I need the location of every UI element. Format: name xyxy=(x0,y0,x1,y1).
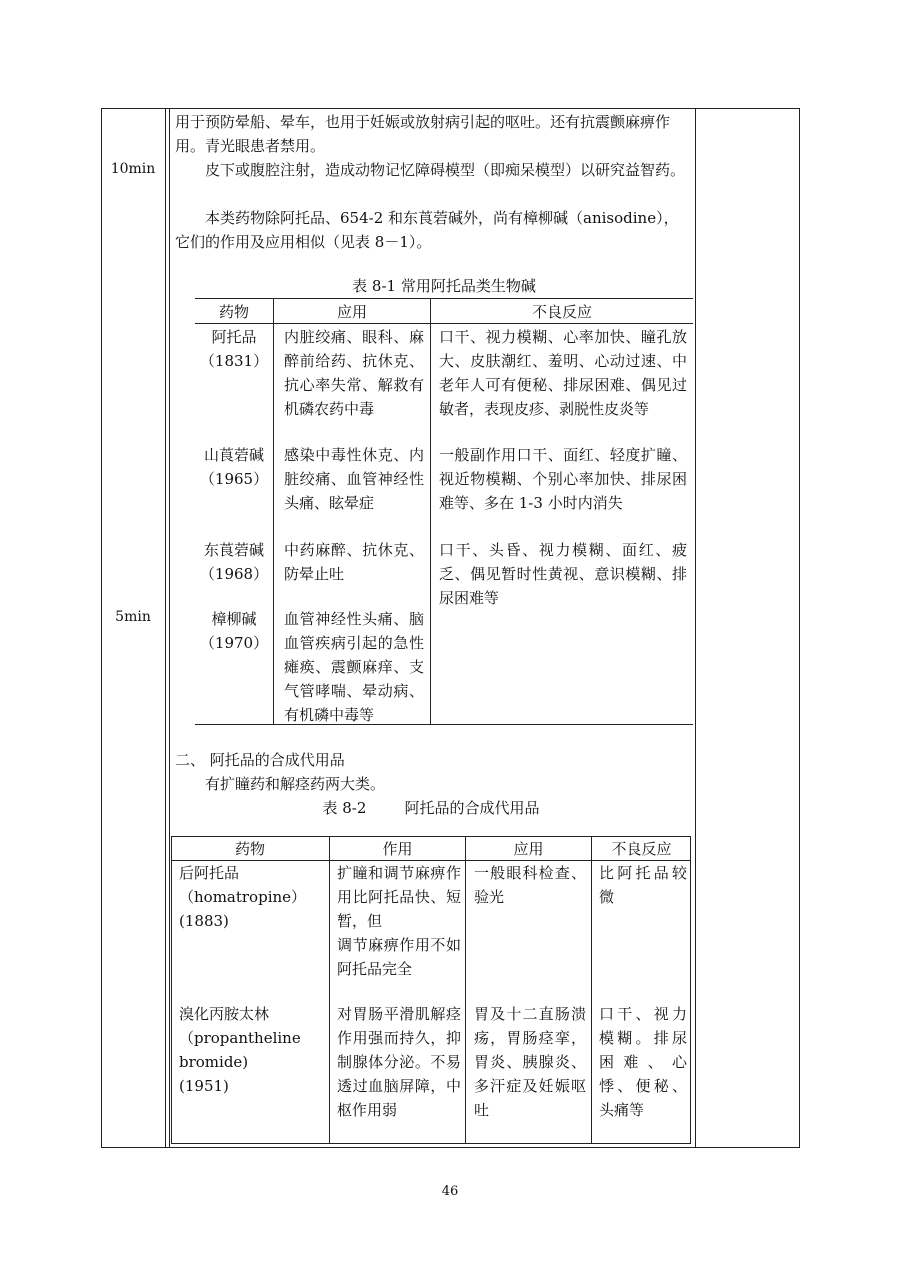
time-label-5min: 5min xyxy=(115,609,151,625)
time-label-10min: 10min xyxy=(110,161,156,177)
table1-row-adverse: 口干、视力模糊、心率加快、瞳孔放大、皮肤潮红、羞明、心动过速、中老年人可有便秘、排尿困难、偶见过敏者，表现皮疹、剥脱性皮炎等 xyxy=(439,328,687,418)
table1-row-drug xyxy=(195,607,273,655)
table2-row-adverse: 比阿托品较微 xyxy=(599,864,687,906)
table2-header-use: 应用 xyxy=(513,840,544,858)
frame-divider-left xyxy=(165,108,166,1148)
table1-header-drug: 药物 xyxy=(218,303,249,321)
table2-row-use: 一般眼科检查、验光 xyxy=(474,864,586,906)
table1-row-drug xyxy=(195,443,273,491)
section-heading: 二、 阿托品的合成代用品 xyxy=(175,751,345,769)
drug-name: 樟柳碱 xyxy=(211,610,257,628)
table1-row-drug xyxy=(195,325,273,373)
table2-row-drug: 溴化丙胺太林（propantheline bromide) (1951) xyxy=(179,1005,301,1095)
table2-row-adverse: 口干、视力模糊。排尿困难、心悸、便秘、头痛等 xyxy=(599,1005,687,1119)
table1-header-adverse: 不良反应 xyxy=(531,303,592,321)
table2-header-adverse: 不良反应 xyxy=(611,840,672,858)
table2-col-divider-2 xyxy=(465,836,466,1144)
drug-year: （1970） xyxy=(199,634,269,652)
table1-col-divider-2 xyxy=(430,298,431,724)
table1-row-adverse: 口干、头昏、视力模糊、面红、疲乏、偶见暂时性黄视、意识模糊、排尿困难等 xyxy=(439,541,687,607)
frame-divider-right xyxy=(695,108,696,1148)
table2-col-divider-1 xyxy=(329,836,330,1144)
table1-row-drug xyxy=(195,538,273,586)
drug-name: 东莨菪碱 xyxy=(203,541,264,559)
table2-row-use: 胃及十二直肠溃疡，胃肠痉挛，胃炎、胰腺炎、多汗症及妊娠呕吐 xyxy=(474,1005,586,1119)
table2-row-action: 扩瞳和调节麻痹作用比阿托品快、短暂，但 调节麻痹作用不如阿托品完全 xyxy=(337,864,461,978)
table1-col-divider-1 xyxy=(273,298,274,724)
table1-row-use: 中药麻醉、抗休克、防晕止吐 xyxy=(284,541,424,583)
table1-caption: 表 8-1 常用阿托品类生物碱 xyxy=(352,277,536,295)
paragraph-related-drugs: 本类药物除阿托品、654-2 和东莨菪碱外，尚有樟柳碱（anisodine），它们的作用及应用相似（见表 8－1）。 xyxy=(175,209,679,251)
table2-header-drug: 药物 xyxy=(234,840,265,858)
section-intro: 有扩瞳药和解痉药两大类。 xyxy=(205,775,386,793)
drug-year: （1965） xyxy=(199,470,269,488)
drug-name: 山莨菪碱 xyxy=(203,446,264,464)
table2-col-divider-3 xyxy=(591,836,592,1144)
paragraph-injection: 皮下或腹腔注射，造成动物记忆障碍模型（即痴呆模型）以研究益智药。 xyxy=(205,161,686,179)
table1-row-adverse: 一般副作用口干、面红、轻度扩瞳、视近物模糊、个别心率加快、排尿困难等、多在 1-3 小时内消失 xyxy=(439,446,687,512)
table2-row-drug: 后阿托品（homatropine）(1883) xyxy=(179,864,307,930)
page-number: 46 xyxy=(441,1184,459,1199)
table2-row-action: 对胃肠平滑肌解痉作用强而持久，抑制腺体分泌。不易透过血脑屏障，中枢作用弱 xyxy=(337,1005,461,1119)
table2-header-action: 作用 xyxy=(382,840,413,858)
table2-caption: 表 8-2 阿托品的合成代用品 xyxy=(322,799,540,817)
drug-year: （1968） xyxy=(199,565,269,583)
table1-row-use: 感染中毒性休克、内脏绞痛、血管神经性头痛、眩晕症 xyxy=(284,446,424,512)
drug-name: 阿托品 xyxy=(211,328,257,346)
table1-bottom-rule xyxy=(195,724,693,725)
frame-divider-left-double xyxy=(169,108,170,1148)
paragraph-usage: 用于预防晕船、晕车，也用于妊娠或放射病引起的呕吐。还有抗震颤麻痹作用。青光眼患者禁用。 xyxy=(175,113,671,155)
table1-top-rule xyxy=(195,298,693,299)
table1-row-use: 血管神经性头痛、脑血管疾病引起的急性瘫痪、震颤麻痒、支气管哮喘、晕动病、有机磷中毒等 xyxy=(284,610,424,724)
table1-header-use: 应用 xyxy=(336,303,367,321)
drug-year: （1831） xyxy=(199,352,269,370)
table1-row-use: 内脏绞痛、眼科、麻醉前给药、抗休克、抗心率失常、解救有机磷农药中毒 xyxy=(284,328,424,418)
